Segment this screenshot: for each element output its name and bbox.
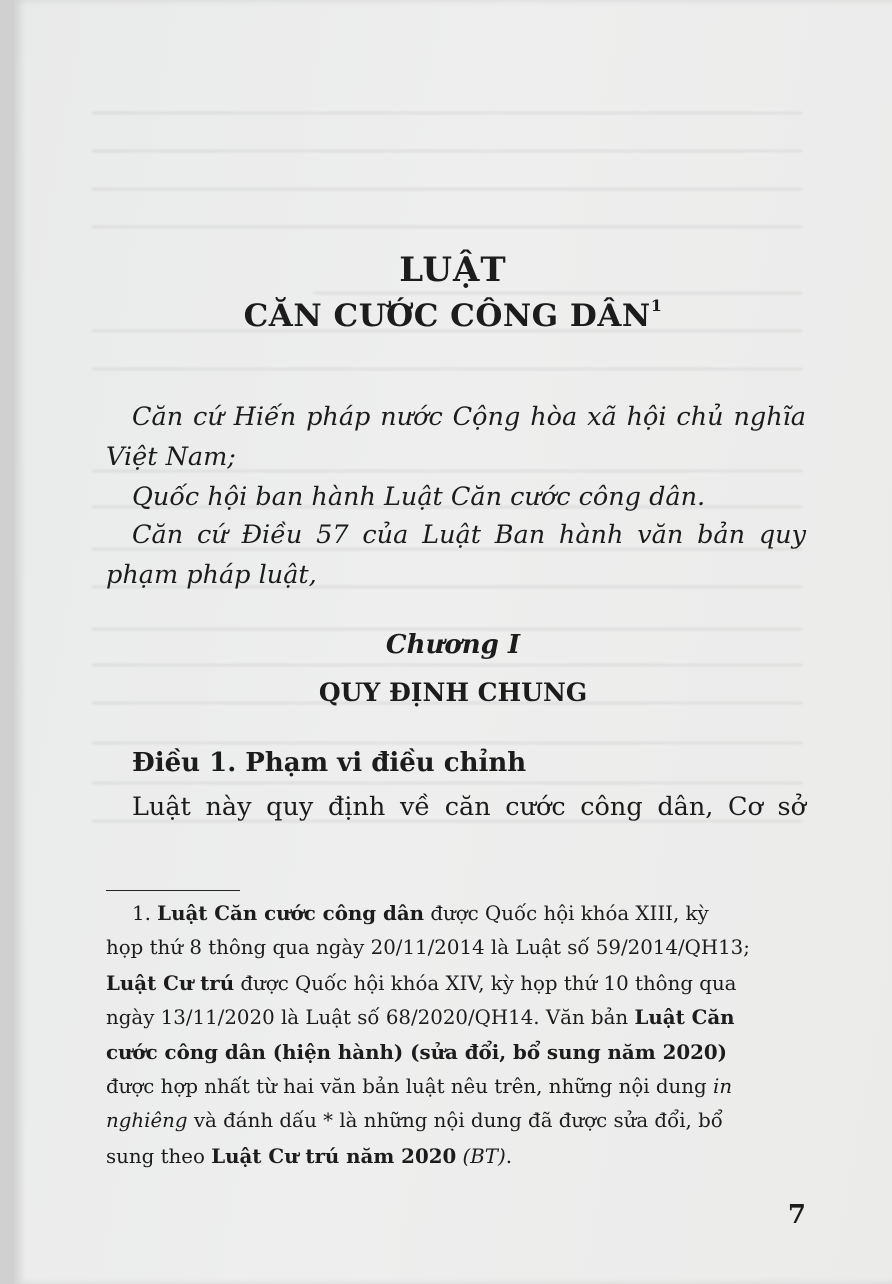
law-title-line1: LUẬT (399, 250, 507, 290)
footnote-line: nghiêng và đánh dấu * là những nội dung đã được sửa đổi, bổ (106, 1109, 723, 1132)
article-heading: Điều 1. Phạm vi điều chỉnh (132, 748, 527, 778)
preamble-line: Việt Nam; (106, 442, 236, 472)
chapter-number: Chương I (385, 630, 521, 660)
footnote-line: họp thứ 8 thông qua ngày 20/11/2014 là Luật số 59/2014/QH13; (106, 936, 750, 959)
footnote-separator (106, 890, 240, 891)
footnote-reference: 1 (650, 296, 663, 315)
law-title-line2 (14, 298, 892, 334)
preamble-line: phạm pháp luật, (106, 560, 317, 590)
footnote-line: sung theo Luật Cư trú năm 2020 (BT). (106, 1144, 512, 1168)
chapter-title: QUY ĐỊNH CHUNG (318, 678, 588, 707)
footnote-line: được hợp nhất từ hai văn bản luật nêu trên, những nội dung in (106, 1075, 733, 1098)
law-title-text: CĂN CƯỚC CÔNG DÂN (243, 298, 651, 334)
footnote-line: ngày 13/11/2020 là Luật số 68/2020/QH14. Văn bản Luật Căn (106, 1005, 735, 1029)
footnote-line: Luật Cư trú được Quốc hội khóa XIV, kỳ họp thứ 10 thông qua (106, 971, 737, 995)
footnote-line: cước công dân (hiện hành) (sửa đổi, bổ sung năm 2020) (106, 1040, 727, 1064)
preamble-line: Căn cứ Hiến pháp nước Cộng hòa xã hội chủ nghĩa (132, 402, 806, 432)
preamble-line: Quốc hội ban hành Luật Căn cước công dân. (132, 482, 706, 512)
preamble-line: Căn cứ Điều 57 của Luật Ban hành văn bản quy (132, 520, 806, 550)
footnote-line: 1. Luật Căn cước công dân được Quốc hội khóa XIII, kỳ (132, 901, 709, 925)
article-body-line: Luật này quy định về căn cước công dân, Cơ sở (132, 792, 806, 822)
book-page (14, 0, 892, 1284)
page-number: 7 (787, 1200, 806, 1230)
